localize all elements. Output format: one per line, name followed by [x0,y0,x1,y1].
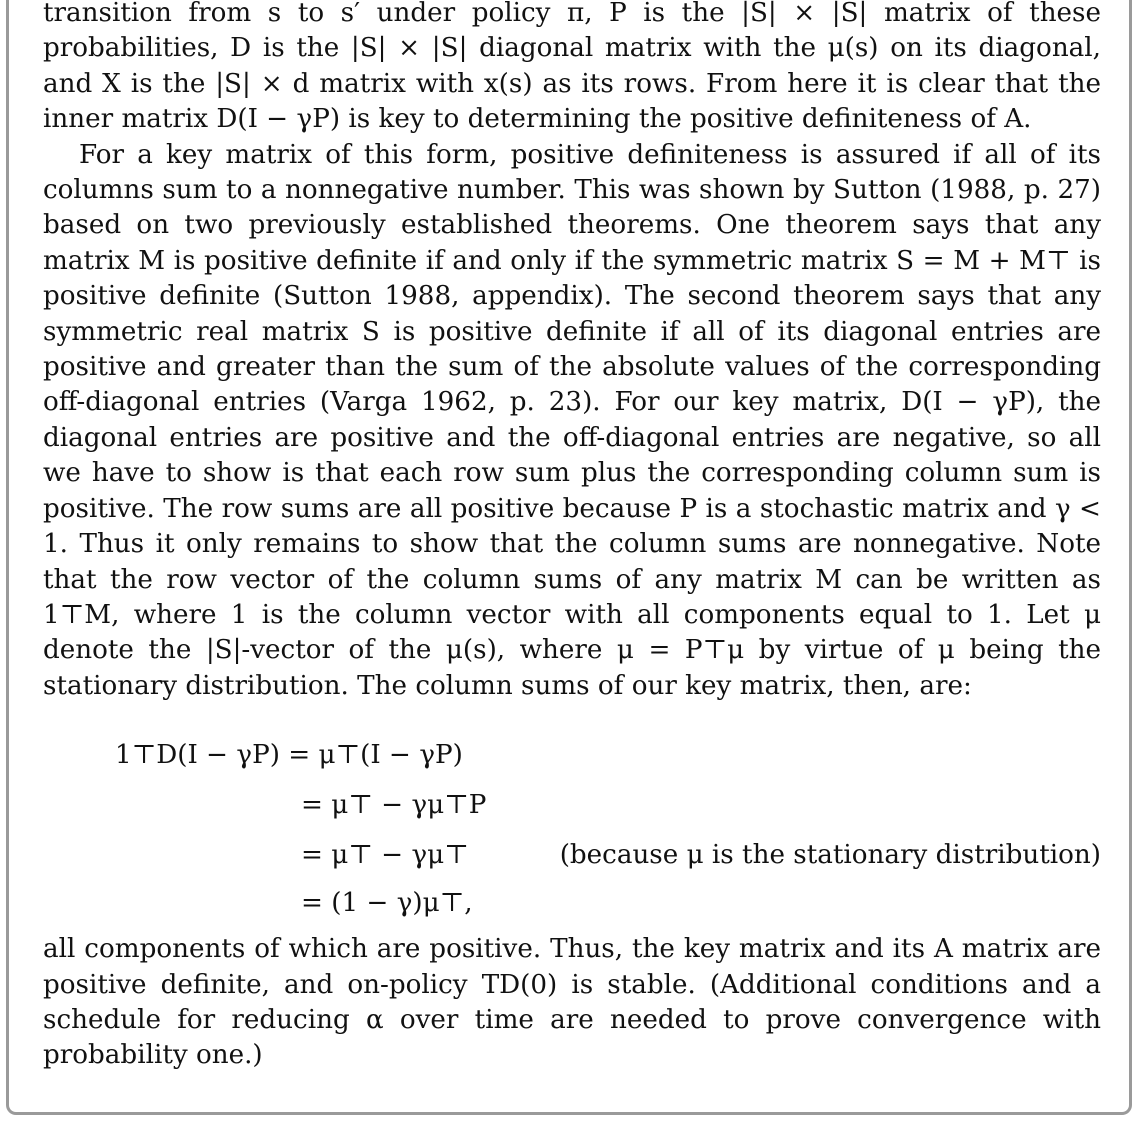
equation-line-1: 1⊤D(I − γP) = μ⊤(I − γP) [115,740,463,771]
equation-note: (because μ is the stationary distribution) [559,840,1101,871]
equation-line-3: = μ⊤ − γμ⊤ [301,840,469,871]
paragraph-1-line-4: is key to determining the positive definiteness of A. [348,104,1032,135]
paragraph-2: For a key matrix of this form, positive definiteness is assured if all of its columns sum to a nonnegative number. This was shown by Sutton (1988, p. 27) based on two previously established theorems. One theorem says that any matrix M is positive definite if and only if the symmetric matrix S = M + M⊤ is positive definite (Sutton 1988, appendix). The second theorem says that any symmetric real matrix S is positive definite if all of its diagonal entries are positive and greater than the sum of the absolute values of the corresponding off-diagonal entries (Varga 1962, p. 23). For our key matrix, D(I − γP), the diagonal entries are positive and the off-diagonal entries are negative, so all we have to show is that each row sum plus the corresponding column sum is positive. The row sums are all positive because P is a stochastic matrix and γ < 1. Thus it only remains to show that the column sums are nonnegative. Note that the row vector of the column sums of any matrix M can be written as 1⊤M, where 1 is the column vector with all components equal to 1. Let μ denote the |S|-vector of the μ(s), where μ = P⊤μ by virtue of μ being the stationary distribution. The column sums of our key matrix, then, are: [43,139,1101,701]
display-equation [43,704,1101,919]
equation-line-2: = μ⊤ − γμ⊤P [301,790,487,821]
paragraph-3: all components of which are positive. Thus, the key matrix and its A matrix are positive definite, and on-policy TD(0) is stable. (Additional conditions and a schedule for reducing α over time are needed to prove convergence with probability one.) [43,934,1101,1071]
equation-line-4: = (1 − γ)μ⊤, [301,888,473,919]
paragraph-1-line-1: transition from s to s′ under policy π, P is the |S| × |S| matrix of these probabilities, [43,0,1101,64]
document-body [43,0,1101,1074]
paragraph-1-line-3: matrix with x(s) as its rows. From here it is clear that the inner matrix D(I − γP) [43,68,1101,135]
paragraph-1-line-2: D is the |S| × |S| diagonal matrix with the μ(s) on its diagonal, and X is the |S| × d [43,33,1101,99]
paragraph-1 [43,0,1101,138]
